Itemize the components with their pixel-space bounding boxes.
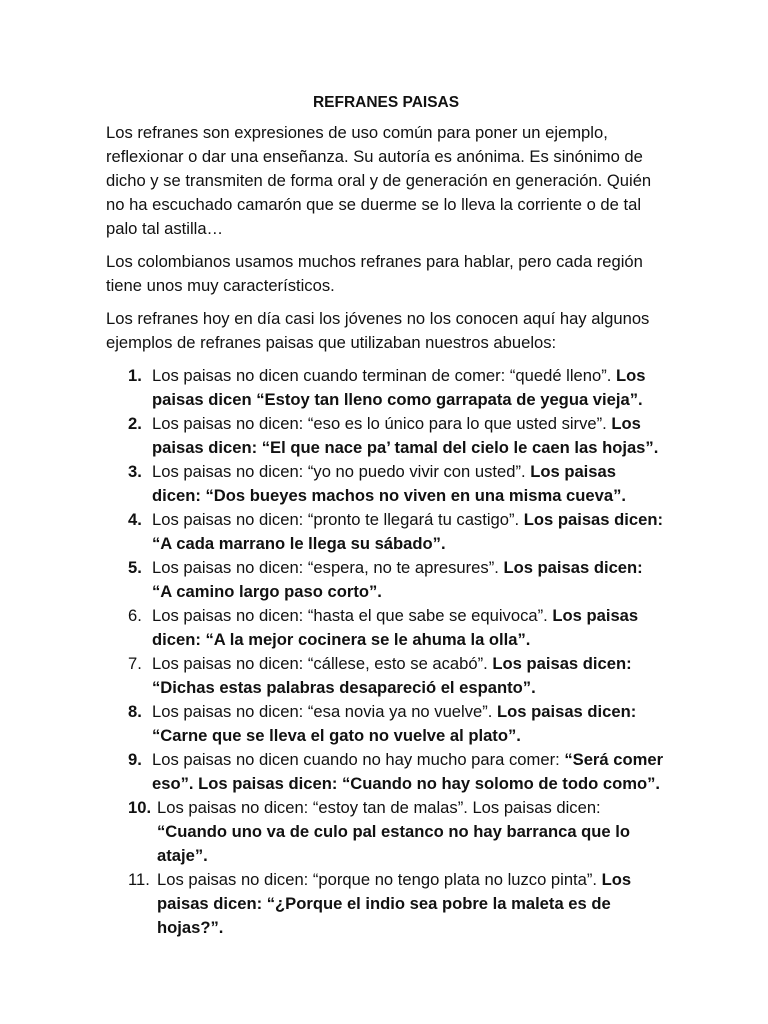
- plain-text: Los paisas no dicen: “hasta el que sabe se equivoca”.: [152, 606, 553, 625]
- bold-text: Los paisas dicen: “Dichas estas palabras desapareció el espanto”.: [152, 654, 632, 697]
- list-number: 5.: [128, 558, 142, 577]
- bold-text: Los paisas dicen: “¿Porque el indio sea pobre la maleta es de hojas?”.: [157, 870, 632, 937]
- bold-text: “Será comer eso”. Los paisas dicen: “Cuando no hay solomo de todo como”.: [152, 750, 664, 793]
- list-number: 4.: [128, 510, 142, 529]
- bold-text: Los paisas dicen “Estoy tan lleno como garrapata de yegua vieja”.: [152, 366, 646, 409]
- plain-text: Los paisas no dicen: “esa novia ya no vuelve”.: [152, 702, 497, 721]
- plain-text: Los paisas no dicen: “cállese, esto se acabó”.: [152, 654, 493, 673]
- bold-text: Los paisas dicen: “Carne que se lleva el gato no vuelve al plato”.: [152, 702, 637, 745]
- list-item: [106, 796, 666, 868]
- list-number: 10.: [128, 798, 152, 817]
- list-item: [106, 556, 666, 604]
- bold-text: Los paisas dicen: “A la mejor cocinera se le ahuma la olla”.: [152, 606, 639, 649]
- regions-paragraph: Los colombianos usamos muchos refranes para hablar, pero cada región tiene unos muy característicos.: [106, 252, 643, 295]
- list-number: 6.: [128, 606, 142, 625]
- bold-text: Los paisas dicen: “El que nace pa’ tamal del cielo le caen las hojas”.: [152, 414, 659, 457]
- list-item: [106, 868, 666, 940]
- refranes-list: [106, 364, 666, 940]
- list-number: 7.: [128, 654, 142, 673]
- list-item: [106, 604, 666, 652]
- list-number: 1.: [128, 366, 142, 385]
- document-page: [106, 92, 666, 940]
- plain-text: Los paisas no dicen: “yo no puedo vivir con usted”.: [152, 462, 531, 481]
- list-number: 9.: [128, 750, 142, 769]
- list-item: [106, 412, 666, 460]
- list-item: [106, 652, 666, 700]
- list-number: 2.: [128, 414, 142, 433]
- plain-text: Los paisas no dicen: “eso es lo único para lo que usted sirve”.: [152, 414, 612, 433]
- plain-text: Los paisas no dicen: “pronto te llegará tu castigo”.: [152, 510, 524, 529]
- list-item: [106, 508, 666, 556]
- list-number: 11.: [128, 870, 150, 889]
- bold-text: Los paisas dicen: “Dos bueyes machos no viven en una misma cueva”.: [152, 462, 627, 505]
- list-item: [106, 364, 666, 412]
- plain-text: Los paisas no dicen: “espera, no te apresures”.: [152, 558, 504, 577]
- list-number: 8.: [128, 702, 142, 721]
- plain-text: Los paisas no dicen cuando terminan de comer: “quedé lleno”.: [152, 366, 616, 385]
- bold-text: Los paisas dicen: “A cada marrano le llega su sábado”.: [152, 510, 663, 553]
- page-title: REFRANES PAISAS: [312, 94, 460, 111]
- list-item: [106, 748, 666, 796]
- plain-text: Los paisas no dicen cuando no hay mucho para comer:: [152, 750, 565, 769]
- list-item: [106, 460, 666, 508]
- examples-paragraph: Los refranes hoy en día casi los jóvenes no los conocen aquí hay algunos ejemplos de refranes paisas que utilizaban nuestros abuelos:: [106, 309, 650, 352]
- intro-paragraph: Los refranes son expresiones de uso común para poner un ejemplo, reflexionar o dar una enseñanza. Su autoría es anónima. Es sinónimo de dicho y se transmiten de forma oral y de generación en generación. Quién no ha escuchado camarón que se duerme se lo lleva la corriente o de tal palo tal astilla…: [106, 123, 652, 238]
- bold-text: Los paisas dicen: “A camino largo paso corto”.: [152, 558, 643, 601]
- list-number: 3.: [128, 462, 142, 481]
- bold-text: “Cuando uno va de culo pal estanco no hay barranca que lo ataje”.: [157, 822, 631, 865]
- plain-text: Los paisas no dicen: “estoy tan de malas”. Los paisas dicen:: [157, 798, 601, 817]
- list-item: [106, 700, 666, 748]
- plain-text: Los paisas no dicen: “porque no tengo plata no luzco pinta”.: [157, 870, 602, 889]
